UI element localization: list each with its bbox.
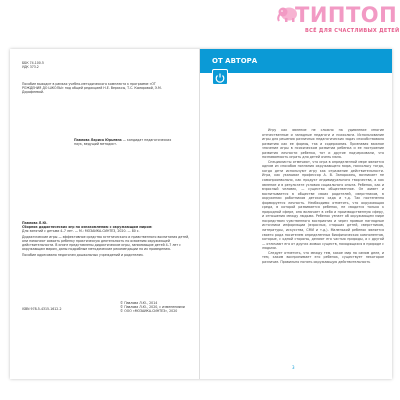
preface-paragraph: Следует отметить, что между тем, какое мир на самом деле, и тем, каким воспринимает его ребенок, существует некоторое различие. Правильно понять окружающую действительность <box>262 250 384 264</box>
bbk-code: ББК 74.100.5 <box>22 61 44 65</box>
author-bio <box>74 138 174 146</box>
approval-text: Пособие выходит в рамках учебно-методического комплекта к программе «ОТ РОЖДЕНИЯ ДО ШКОЛЫ» под общей редакцией Н.Е. Вераксы, Т.С. Комаровой, Э.М. Дорофеевой. <box>22 82 162 94</box>
chapter-title: ОТ АВТОРА <box>212 57 258 65</box>
logo-tagline: ВСЁ ДЛЯ СЧАСТЛИВЫХ ДЕТЕЙ <box>305 28 400 34</box>
book-title: Сборник дидактических игр по ознакомлению с окружающим миром: <box>22 225 153 229</box>
annotation-text: Дидактические игры — эффективное средство эстетического и нравственного воспитания детей, они помогают освоить ребенку практическую деятельность по освоению окружающей действительности. В книге представлены дидактические игры, занимающие детей 4–7 лет с окружающим миром, даны подробные методические рекомендации по их проведению. <box>22 235 190 251</box>
copyright-line: © Павлова Л.Ю., 2014 <box>120 301 158 305</box>
udk-code: УДК 373.2 <box>22 65 39 69</box>
logo-title: ТИПТОП <box>295 3 398 27</box>
chapter-badge <box>212 69 228 85</box>
left-page <box>10 49 200 379</box>
power-icon <box>213 71 227 85</box>
book-subtitle: Для занятий с детьми 4–7 лет. — М.: МОЗАИКА-СИНТЕЗ, 2020. — 80 с. <box>22 229 140 233</box>
annotation-block <box>22 221 190 257</box>
author-preface <box>262 128 384 264</box>
author-bio-rest: — кандидат педагогических наук, ведущий методист. <box>74 138 172 146</box>
isbn: ISBN 978-5-4315-1612-2 <box>22 307 62 311</box>
preface-paragraph: Игру как явление не сложно на удивление многие отечественные и западные педагоги и психологи. Использование игры для решения различных педагогических задач способствовало развитию как ее формы, так и содержания. Признавая важное значение игры в психическом развитии ребенка и ее построение развития личности ребенка, тот и другие подчеркивали, что познаваемость играть для детей очень мала. <box>262 128 384 160</box>
right-page <box>200 49 392 379</box>
author-short: Павлова Л.Ю. <box>22 221 48 225</box>
classification-codes <box>22 61 44 69</box>
copyright-line: © ООО «МОЗАИКА-СИНТЕЗ», 2020 <box>120 309 178 313</box>
audience-text: Пособие адресовано педагогам дошкольных учреждений и родителям. <box>22 253 144 257</box>
copyright-line: © Павлова Л.Ю., 2020, с изменениями <box>120 305 185 309</box>
preface-paragraph: Специалисты отмечают, что игра в определенной мере является одним из способов познания окружающего мира, поскольку тогда, когда дети используют игру как отражение действительности. Игра, как указывал профессор А. В. Запорожец, возникает не самопроизвольно, как продукт индивидуального творчества, а как явление и в результате условия социального опыта. Ребенок, как и взрослый человек, — существо общественное. Он живет и воспитывается в обществе своих родителей, сверстников, в окружении работников детского сада и т.д. Так постепенно формируется личность. Необходимо отметить, что окружающая среда, в которой развивается ребенок, не сводится только к природной сфере, она включает в себя и производственную сферу, и отношения между людьми. Ребенок узнает об окружающем мире посредством чувственного восприятия и через прямые наглядные источники информации (взрослых, старших детей, сверстников, литературы, искусства, СМИ и т.д.). Маленький ребенок является своего рода носителем определенных биофизических компонентов, которые, с одной стороны, делают его частью природы, а с другой — отличают его от других живых существ, находящихся в природе с людьми. <box>262 159 384 251</box>
author-bio-name: Павлова Лариса Юрьевна <box>74 138 122 142</box>
page-number: 3 <box>292 365 295 370</box>
chapter-header <box>200 49 392 73</box>
copyright-block <box>120 301 185 313</box>
